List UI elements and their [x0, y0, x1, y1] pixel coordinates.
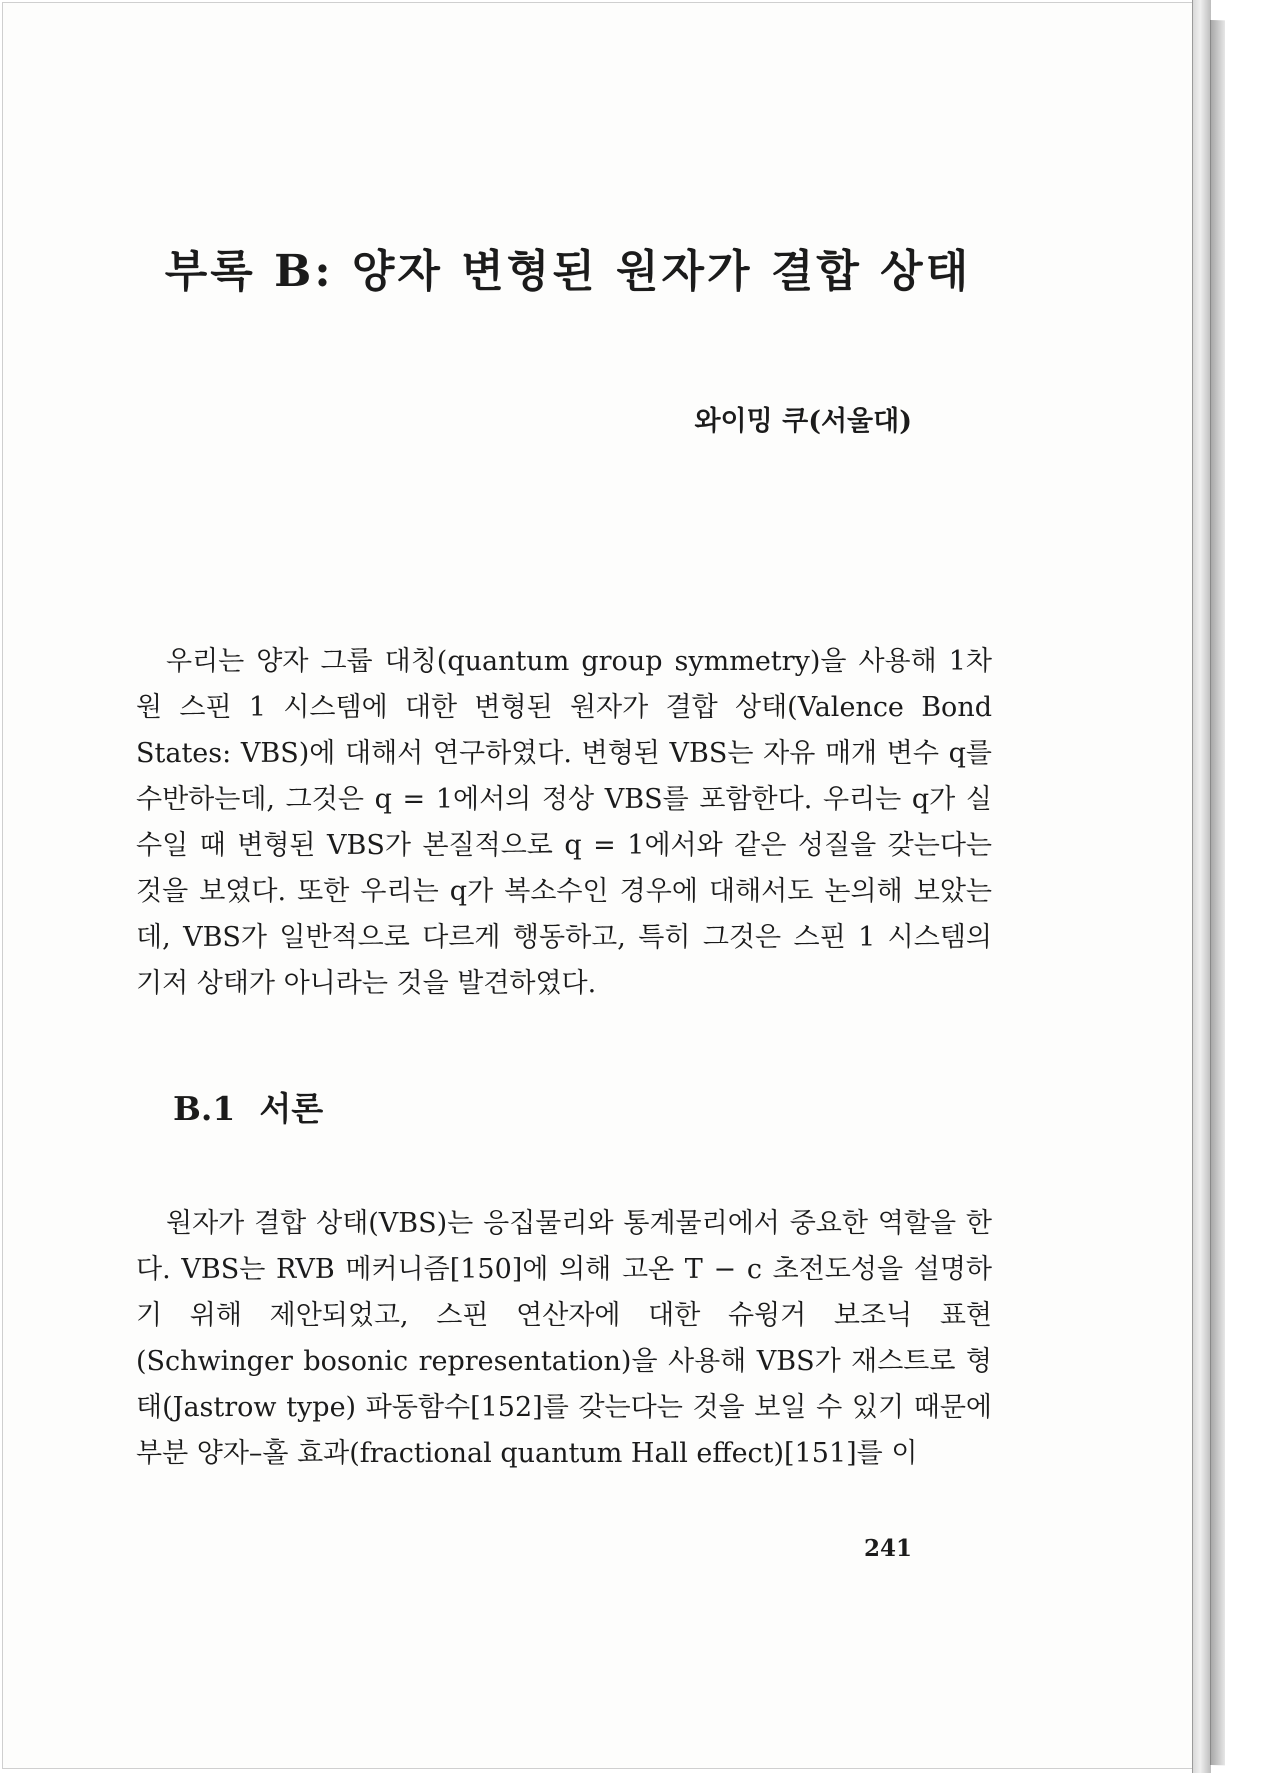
book-page [2, 2, 1192, 1769]
intro-paragraph: 원자가 결합 상태(VBS)는 응집물리와 통계물리에서 중요한 역할을 한다. VBS는 RVB 메커니즘[150]에 의해 고온 T − c 초전도성을 설명하기 위해 제안되었고, 스핀 연산자에 대한 슈윙거 보조닉 표현(Schwinger bosonic representation)을 사용해 VBS가 재스트로 형태(Jastrow type) 파동함수[152]를 갖는다는 것을 보일 수 있기 때문에 부분 양자–홀 효과(fractional quantum Hall effect)[151]를 이 [136, 1208, 992, 1469]
abstract-paragraph: 우리는 양자 그룹 대칭(quantum group symmetry)을 사용해 1차원 스핀 1 시스템에 대한 변형된 원자가 결합 상태(Valence Bond States: VBS)에 대해서 연구하였다. 변형된 VBS는 자유 매개 변수 q를 수반하는데, 그것은 q = 1에서의 정상 VBS를 포함한다. 우리는 q가 실수일 때 변형된 VBS가 본질적으로 q = 1에서와 같은 성질을 갖는다는 것을 보였다. 또한 우리는 q가 복소수인 경우에 대해서도 논의해 보았는데, VBS가 일반적으로 다르게 행동하고, 특히 그것은 스핀 1 시스템의 기저 상태가 아니라는 것을 발견하였다. [136, 646, 992, 999]
chapter-title: 부록 B: 양자 변형된 원자가 결합 상태 [164, 246, 972, 297]
page-edge [1192, 0, 1211, 1773]
page-number: 241 [863, 1535, 912, 1562]
section-heading [173, 1083, 323, 1130]
page-edge-shadow [1210, 20, 1225, 1765]
chapter-author: 와이밍 쿠(서울대) [694, 406, 912, 437]
section-number: B.1 [173, 1089, 236, 1128]
section-title: 서론 [259, 1089, 324, 1128]
